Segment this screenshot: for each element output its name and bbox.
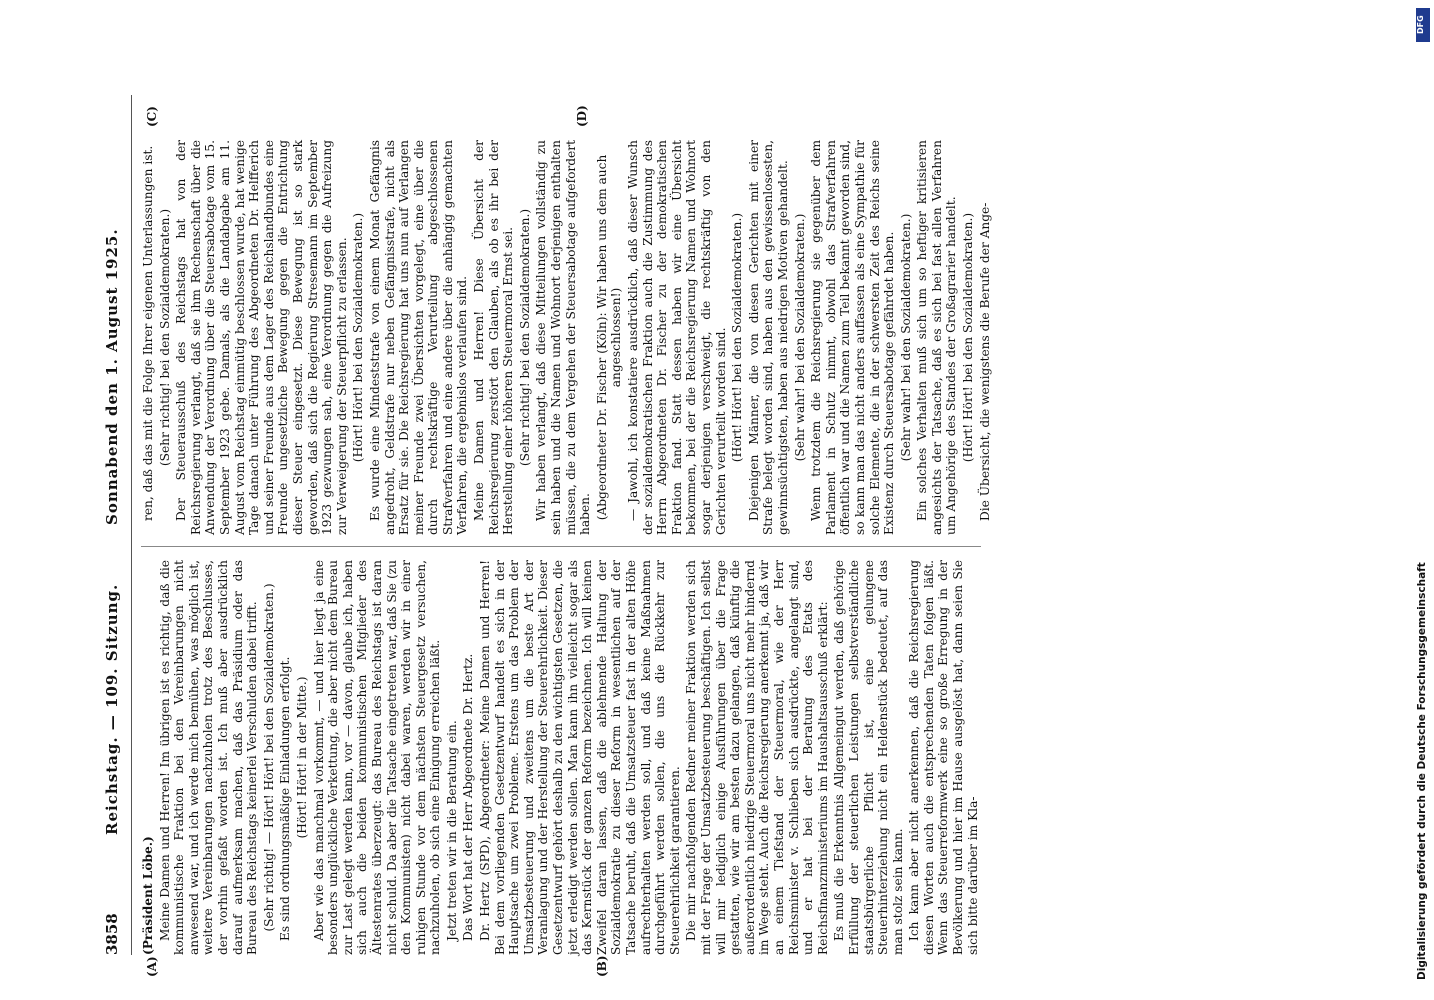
- paragraph: Die mir nachfolgenden Redner meiner Fraktion werden sich mit der Frage der Umsatzbesteuerung beschäftigen. Ich selbst will mir lediglich einige Ausführungen über die Frage gestatten, wie wir am besten dazu gelangen, daß künftig die außerordentlich niedrige Steuermoral uns nicht mehr hindernd im Wege steht. Auch die Reichsregierung anerkennt ja, daß wir an einem Tiefstand der Steuermoral, wie der Herr Reichsminister v. Schlieben sich ausdrückte, angelangt sind, und er hat bei der Beratung des Etats des Reichsfinanzministeriums im Haushaltsausschuß erklärt:: [684, 560, 830, 955]
- interjection: (Sehr wahr! bei den Sozialdemokraten.): [898, 213, 913, 462]
- interjection: (Sehr richtig! bei den Sozialdemokraten.): [157, 208, 172, 467]
- margin-marker-d: (D): [575, 105, 589, 127]
- session-date: Sonnabend den 1. August 1925.: [103, 228, 121, 525]
- digitization-sidebar: [1412, 0, 1430, 1000]
- paragraph: Ein solches Verhalten muß sich um so heftiger kritisieren angesichts der Tatsache, daß es sich bei fast allen Verfahren um Angehörige des Standes der Großagrarier handelt.: [915, 140, 959, 535]
- paragraph: Es muß die Erkenntnis Allgemeingut werden, daß gehörige Erfüllung der steuerlichen Leistungen selbstverständliche staatsbürgerliche Pflicht ist, eine gelungene Steuerhinterziehung nicht ein Heldenstück bedeutet, auf das man stolz sein kann.: [832, 560, 905, 955]
- paragraph: Meine Damen und Herren! Im übrigen ist es richtig, daß die kommunistische Fraktion bei den Vereinbarungen nicht anwesend war, und ich werde mich bemühen, was möglich ist, weitere Vereinbarungen nachzuholen trotz des Beschlusses, der vorhin gefaßt worden ist. Ich muß aber ausdrücklich darauf aufmerksam machen, daß das Präsidium oder das Bureau des Reichstags keinerlei Verschulden dabei trifft.: [157, 560, 260, 955]
- margin-marker-a: (A): [145, 956, 159, 977]
- paragraph: Wir haben verlangt, daß diese Mitteilungen vollständig zu sein haben und die Namen und Wohnort derjenigen enthalten müssen, die zu dem Vergehen der Steuersabotage aufgefordert haben.: [534, 140, 593, 535]
- header-rule: [131, 95, 132, 955]
- paragraph: Meine Damen und Herren! Diese Übersicht der Reichsregierung zerstört den Glauben, als ob es ihr bei der Herstellung einer höheren Steuermoral Ernst sei.: [472, 140, 516, 535]
- column-divider: [141, 546, 981, 547]
- page-header: [95, 95, 135, 955]
- paragraph: Die Übersicht, die wenigstens die Berufe der Ange-: [977, 202, 992, 521]
- paragraph: — Jawohl, ich konstatiere ausdrücklich, daß dieser Wunsch der sozialdemokratischen Fraktion auch die Zustimmung des Herrn Abgeordneten Dr. Fischer zu der demokratischen Fraktion fand. Statt dessen haben wir eine Übersicht bekommen, bei der die Reichsregierung Namen und Wohnort sogar derjenigen verschweigt, die rechtskräftig von den Gerichten verurteilt worden sind.: [626, 140, 728, 535]
- running-title: Reichstag. — 109. Sitzung.: [103, 583, 121, 835]
- paragraph: Jetzt treten wir in die Beratung ein.: [444, 720, 459, 941]
- speaker-label: (Präsident Löbe.): [141, 836, 155, 955]
- paragraph: Es wurde eine Mindeststrafe von einem Monat Gefängnis angedroht, Geldstrafe nur neben Gefängnisstrafe, nicht als Ersatz für sie. Die Reichsregierung hat uns nun auf Verlangen meiner Freunde zwei Übersichten vorgelegt, eine über die durch rechtskräftige Verurteilung abgeschlossenen Strafverfahren und eine andere über die anhängig gemachten Verfahren, die ergebnislos verlaufen sind.: [367, 140, 470, 535]
- interjection: (Abgeordneter Dr. Fischer (Köln): Wir haben uns dem auch angeschlossen!): [594, 154, 624, 521]
- paragraph: Diejenigen Männer, die von diesen Gerichten mit einer Strafe belegt worden sind, haben aus den gewissenlosesten, gewinnsüchtigsten, haben aus niedrigen Motiven gehandelt.: [746, 140, 790, 535]
- dfg-logo: DFG: [1416, 8, 1430, 42]
- paragraph: Es sind ordnungsmäßige Einladungen erfolgt.: [278, 656, 293, 941]
- interjection: (Sehr wahr! bei den Sozialdemokraten.): [792, 213, 807, 462]
- paragraph: Dr. Hertz (SPD), Abgeordneter: Meine Damen und Herren! Bei dem vorliegenden Gesetzentwurf handelt es sich in der Hauptsache um zwei Probleme. Erstens um das Problem der Umsatzbesteuerung und zweitens um die beste Art der Veranlagung und der Herstellung der Steuerehrlichkeit. Dieser Gesetzentwurf gehört deshalb zu den wichtigsten Gesetzen, die jetzt erledigt werden sollen. Man kann ihn vielleicht sogar als das Kernstück der ganzen Reform bezeichnen. Ich will keinen Zweifel daran lassen, daß die ablehnende Haltung der Sozialdemokratie zu dieser Reform in wesentlichen auf der Tatsache beruht, daß die Umsatzsteuer fast in der alten Höhe aufrechterhalten werden soll, und daß keine Maßnahmen durchgeführt werden sollen, die uns die Rückkehr zur Steuerehrlichkeit garantieren.: [478, 560, 682, 955]
- paragraph: Wenn trotzdem die Reichsregierung sie gegenüber dem Parlament in Schutz nimmt, obwohl das Strafverfahren öffentlich war und die Namen zum Teil bekannt geworden sind, so kann man das nicht anders auffassen als eine Sympathie für solche Elemente, die in der schwersten Zeit des Reichs seine Existenz durch Steuersabotage gefährdet haben.: [809, 140, 897, 535]
- margin-marker-b: (B): [595, 955, 609, 977]
- paragraph: Das Wort hat der Herr Abgeordnete Dr. Hertz.: [461, 653, 476, 941]
- interjection: (Sehr richtig! — Hört! Hört! bei den Sozialdemokraten.): [261, 583, 276, 932]
- funding-note: Digitalisierung gefördert durch die Deutsche Forschungsgemeinschaft: [1416, 562, 1428, 980]
- margin-marker-c: (C): [145, 106, 159, 127]
- left-column: [141, 560, 982, 955]
- paragraph: ren, daß das mit die Folge Ihrer eigenen Unterlassungen ist.: [141, 145, 155, 521]
- interjection: (Hört! Hört! bei den Sozialdemokraten.): [961, 212, 976, 463]
- page-number: 3858: [103, 913, 121, 955]
- paragraph: Der Steuerausschuß des Reichstags hat von der Reichsregierung verlangt, daß sie ihm Rechenschaft über die Anwendung der Verordnung über die Steuersabotage vom 15. September 1923 gebe. Damals, als die Landabgabe am 11. August vom Reichstag einmütig beschlossen wurde, hat wenige Tage danach unter Führung des Abgeordneten Dr. Helfferich und seiner Freunde aus dem Lager des Reichslandbundes eine Freunde ungesetzliche Bewegung gegen die Entrichtung dieser Steuer eingesetzt. Diese Bewegung ist so stark geworden, daß sich die Regierung Stresemann im September 1923 gezwungen sah, eine Verordnung gegen die Aufreizung zur Verweigerung der Steuerpflicht zu erlassen.: [174, 140, 349, 535]
- paragraph: Aber wie das manchmal vorkommt, — und hier liegt ja eine besonders unglückliche Verkettung, die aber nicht dem Bureau zur Last gelegt werden kann, vor — davon, glaube ich, haben sich auch die beiden kommunistischen Mitglieder des Ältestenrates überzeugt: das Bureau des Reichstags ist daran nicht schuld. Da aber die Tatsache eingetreten war, daß Sie (zu den Kommunisten) nicht dabei waren, werden wir in einer ruhigen Stunde vor dem nächsten Steuergesetz versuchen, nachzuholen, ob sich eine Einigung erreichen läßt.: [311, 560, 443, 955]
- document-page: [95, 45, 1395, 977]
- interjection: (Hört! Hört! bei den Sozialdemokraten.): [351, 212, 366, 463]
- interjection: (Hört! Hört! bei den Sozialdemokraten.): [730, 212, 745, 463]
- paragraph: Ich kann aber nicht anerkennen, daß die Reichsregierung diesen Worten auch die entsprechenden Taten folgen läßt. Wenn das Steuerreformwerk eine so große Erregung in der Bevölkerung und hier im Hause ausgelöst hat, dann seien Sie sich bitte darüber im Kla-: [907, 560, 980, 955]
- right-column: [141, 140, 994, 535]
- interjection: (Hört! Hört! in der Mitte.): [294, 676, 309, 839]
- interjection: (Sehr richtig! bei den Sozialdemokraten.): [517, 208, 532, 467]
